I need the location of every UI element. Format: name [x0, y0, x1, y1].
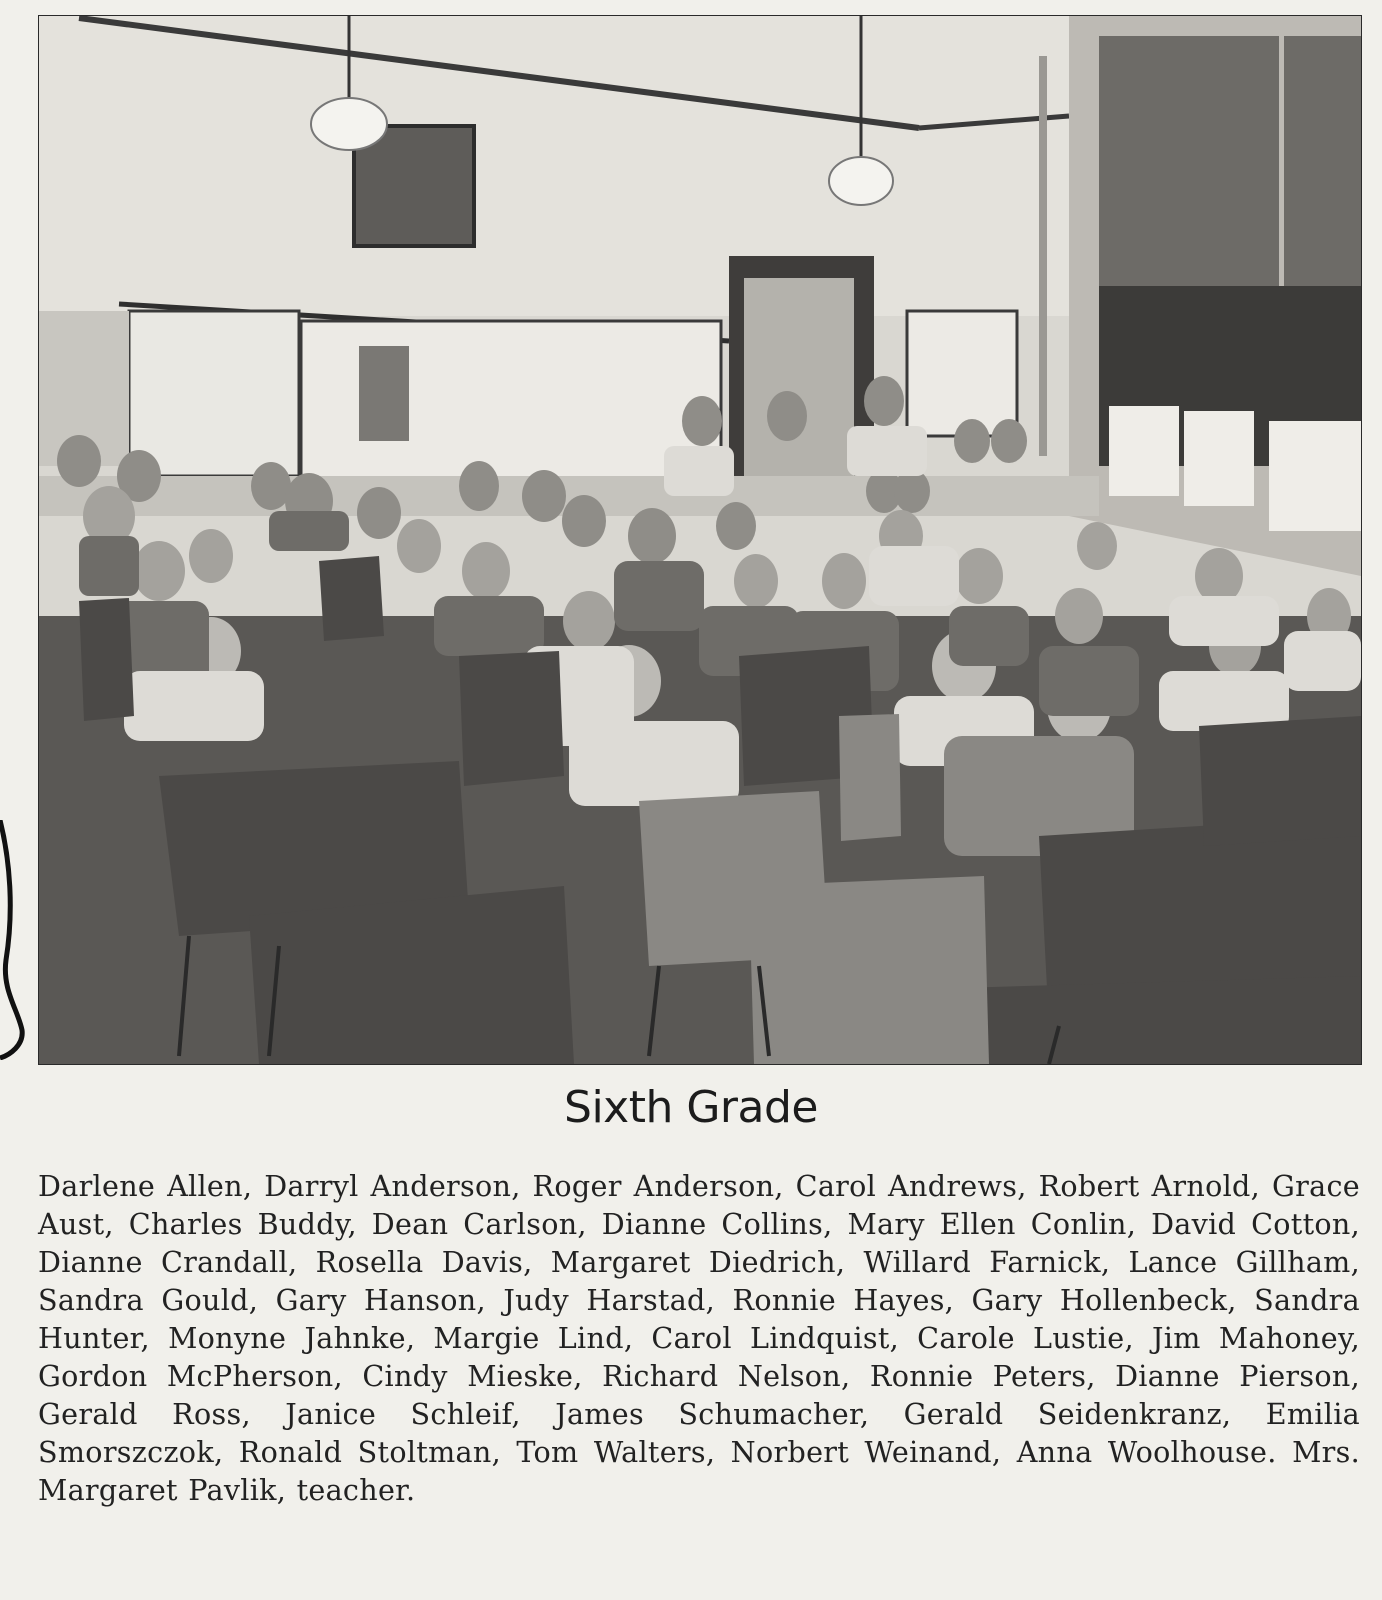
classroom-photo	[38, 15, 1362, 1065]
edge-drawing	[0, 820, 30, 1060]
page-title: Sixth Grade	[564, 1082, 818, 1133]
class-roster-caption: Darlene Allen, Darryl Anderson, Roger Anderson, Carol Andrews, Robert Arnold, Grace Aust, Charles Buddy, Dean Carlson, Dianne Collins, Mary Ellen Conlin, David Cotton, Dianne Crandall, Rosella Davis, Margaret Diedrich, Willard Farnick, Lance Gillham, Sandra Gould, Gary Hanson, Judy Harstad, Ronnie Hayes, Gary Hollenbeck, Sandra Hunter, Monyne Jahnke, Margie Lind, Carol Lindquist, Carole Lustie, Jim Mahoney, Gordon McPherson, Cindy Mieske, Richard Nelson, Ronnie Peters, Dianne Pierson, Gerald Ross, Janice Schleif, James Schumacher, Gerald Seidenkranz, Emilia Smorszczok, Ronald Stoltman, Tom Walters, Norbert Weinand, Anna Woolhouse. Mrs. Margaret Pavlik, teacher.	[38, 1169, 1360, 1507]
